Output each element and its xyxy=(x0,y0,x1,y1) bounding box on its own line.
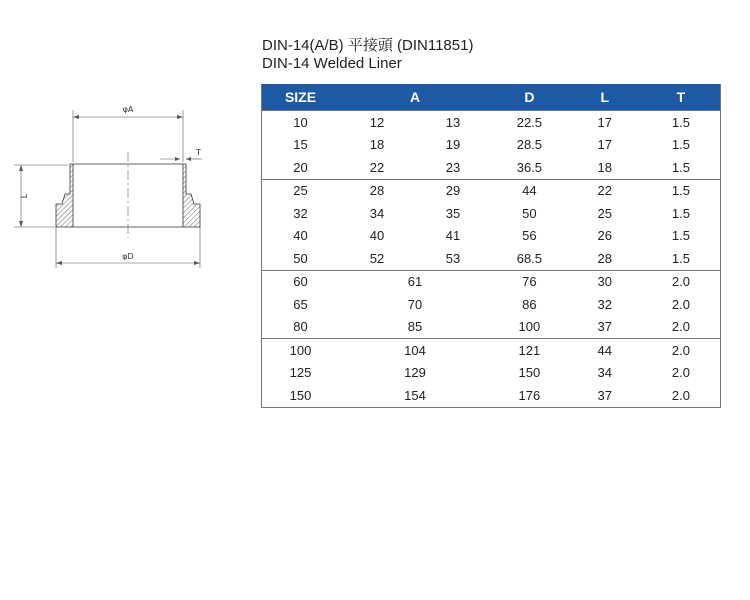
cell-a2: 53 xyxy=(445,250,461,266)
header-l: L xyxy=(568,84,642,111)
cell-l: 32 xyxy=(597,296,613,312)
cell-d: 56 xyxy=(522,228,537,244)
cell-l: 17 xyxy=(597,137,613,153)
cell-l: 26 xyxy=(597,228,613,244)
table-row xyxy=(262,293,721,316)
cell-size: 100 xyxy=(262,339,340,362)
table-row xyxy=(262,362,721,385)
phi-d-label: φD xyxy=(122,252,134,261)
cell-a2: 13 xyxy=(415,111,491,134)
cell-t: 2.0 xyxy=(642,270,721,293)
cell-d: 121 xyxy=(491,339,568,362)
cell-a2: 35 xyxy=(445,205,461,221)
cell-l: 25 xyxy=(597,205,613,221)
cell-d: 36.5 xyxy=(516,159,543,175)
cell-d: 76 xyxy=(491,270,568,293)
cell-l: 28 xyxy=(597,250,613,266)
t-label: T xyxy=(196,148,201,157)
cell-t: 2.0 xyxy=(671,296,690,312)
cell-d: 22.5 xyxy=(491,111,568,134)
header-t: T xyxy=(642,84,721,111)
table-row xyxy=(262,156,721,179)
cell-t: 1.5 xyxy=(671,159,690,175)
cell-d: 68.5 xyxy=(516,250,543,266)
cell-a1: 22 xyxy=(369,159,385,175)
cell-size: 80 xyxy=(293,319,308,335)
cell-a: 154 xyxy=(404,387,426,403)
title-english: DIN-14 Welded Liner xyxy=(262,55,402,72)
cell-t: 2.0 xyxy=(671,387,690,403)
cell-size: 25 xyxy=(262,179,340,202)
table-row xyxy=(262,111,721,134)
table-row xyxy=(262,134,721,157)
cell-a1: 34 xyxy=(369,205,385,221)
cell-size: 15 xyxy=(293,137,308,153)
cell-d: 86 xyxy=(522,296,537,312)
cell-a1: 18 xyxy=(369,137,385,153)
cell-d: 28.5 xyxy=(516,137,543,153)
header-d: D xyxy=(491,84,568,111)
cell-a1: 40 xyxy=(369,228,385,244)
title-chinese: DIN-14(A/B) 平接頭 (DIN11851) xyxy=(262,37,474,54)
table-row xyxy=(262,247,721,270)
cell-l: 44 xyxy=(568,339,642,362)
cell-l: 30 xyxy=(568,270,642,293)
cell-a2: 19 xyxy=(445,137,461,153)
cell-l: 37 xyxy=(597,387,613,403)
cell-size: 125 xyxy=(289,365,312,381)
cell-l: 17 xyxy=(568,111,642,134)
cell-d: 176 xyxy=(518,387,541,403)
cell-a1: 52 xyxy=(369,250,385,266)
cell-size: 60 xyxy=(262,270,340,293)
table-row xyxy=(262,202,721,225)
cell-a2: 23 xyxy=(445,159,461,175)
cell-a1: 12 xyxy=(339,111,415,134)
cell-a2: 29 xyxy=(415,179,491,202)
l-label: L xyxy=(20,193,29,199)
cell-d: 44 xyxy=(491,179,568,202)
table-row xyxy=(262,270,721,293)
cell-t: 2.0 xyxy=(671,365,690,381)
cell-t: 1.5 xyxy=(671,250,690,266)
table-header-row xyxy=(262,84,721,111)
cell-t: 1.5 xyxy=(671,205,690,221)
cell-t: 1.5 xyxy=(642,111,721,134)
cell-t: 1.5 xyxy=(671,228,690,244)
cell-a2: 41 xyxy=(445,228,461,244)
cell-d: 50 xyxy=(522,205,537,221)
cell-t: 1.5 xyxy=(671,137,690,153)
cell-size: 150 xyxy=(289,387,312,403)
cell-d: 100 xyxy=(518,319,541,335)
cell-size: 50 xyxy=(293,250,308,266)
cell-a: 85 xyxy=(407,319,423,335)
table-row xyxy=(262,225,721,248)
header-size: SIZE xyxy=(262,84,340,111)
table-row xyxy=(262,316,721,339)
dimension-table xyxy=(261,84,721,408)
cell-size: 65 xyxy=(293,296,308,312)
cell-a: 61 xyxy=(339,270,491,293)
header-a: A xyxy=(339,84,491,111)
cell-size: 20 xyxy=(293,159,308,175)
table-row xyxy=(262,339,721,362)
cell-size: 40 xyxy=(293,228,308,244)
cell-a: 129 xyxy=(404,365,426,381)
cell-size: 10 xyxy=(262,111,340,134)
cell-t: 1.5 xyxy=(642,179,721,202)
cell-l: 37 xyxy=(597,319,613,335)
cell-l: 18 xyxy=(597,159,613,175)
table-row xyxy=(262,179,721,202)
cell-l: 34 xyxy=(597,365,613,381)
table-row xyxy=(262,384,721,407)
cell-d: 150 xyxy=(518,365,541,381)
cell-a: 104 xyxy=(339,339,491,362)
liner-cross-section-drawing xyxy=(0,95,220,275)
cell-a1: 28 xyxy=(339,179,415,202)
cell-a: 70 xyxy=(407,296,423,312)
cell-l: 22 xyxy=(568,179,642,202)
phi-a-label: φA xyxy=(122,105,134,114)
cell-t: 2.0 xyxy=(671,319,690,335)
cell-size: 32 xyxy=(293,205,308,221)
cell-t: 2.0 xyxy=(642,339,721,362)
